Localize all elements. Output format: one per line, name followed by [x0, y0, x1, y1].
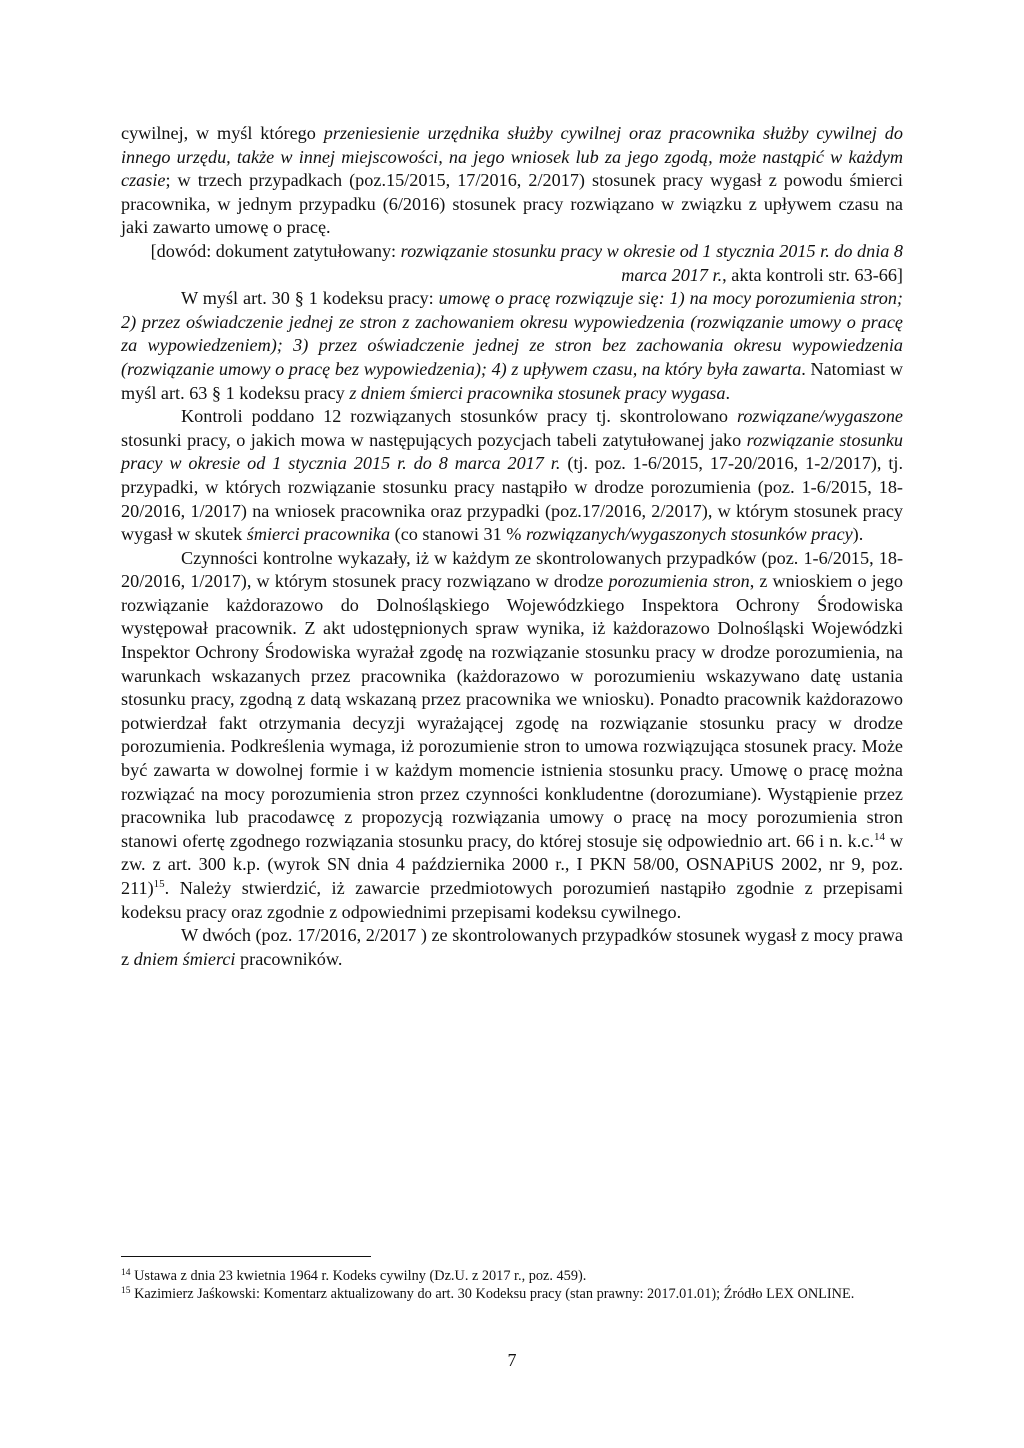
italic-text-run: rozwiązanie stosunku pracy w okresie od 1 stycznia 2015 r. do 8 marca 2017 r.: [121, 429, 908, 474]
italic-text-run: z dniem śmierci pracownika stosunek pracy wygasa: [349, 382, 726, 403]
text-run: Czynności kontrolne wykazały, iż w każdym ze skontrolowanych przypadków (poz. 1-6/2015, 18-20/2016, 1/2017), w którym stosunek pracy rozwiązano w drodze: [121, 547, 903, 592]
italic-text-run: rozwiązanych/wygaszonych stosunków pracy: [525, 524, 853, 545]
paragraph-article-30: [121, 287, 908, 405]
paragraph-control-findings: [121, 547, 908, 925]
footnote-text: Ustawa z dnia 23 kwietnia 1964 r. Kodeks cywilny (Dz.U. z 2017 r., poz. 459).: [130, 1268, 587, 1284]
footnote-separator: [121, 1256, 371, 1257]
paragraph-control-scope: [121, 405, 908, 547]
footnote-14: [121, 1268, 903, 1286]
italic-text-run: porozumienia stron: [608, 571, 750, 592]
text-run: , akta kontroli str. 63-66]: [722, 264, 903, 285]
italic-text-run: przeniesienie urzędnika służby cywilnej oraz pracownika służby cywilnej do innego urzędu, także w innej miejscowości, na jego wniosek lub za jego zgodą, może nastąpić w każdym czasie: [121, 123, 908, 191]
italic-text-run: śmierci pracownika: [246, 524, 391, 545]
page-number: 7: [507, 1350, 517, 1370]
text-run: ; w trzech przypadkach (poz.15/2015, 17/2016, 2/2017) stosunek pracy wygasł z powodu śmierci pracownika, w jednym przypadku (6/2016) stosunek pracy rozwiązano w związku z upływem czasu na jaki zawarto umowę o pracę.: [121, 170, 908, 238]
italic-text-run: rozwiązane/wygaszone: [736, 406, 903, 427]
footnote-number: 14: [121, 1268, 131, 1278]
text-run: , z wnioskiem o jego rozwiązanie każdorazowo do Dolnośląskiego Wojewódzkiego Inspektora Ochrony Środowiska występował pracownik. Z akt udostępnionych spraw wynika, iż każdorazowo Dolnośląski Wojewódzki Inspektor Ochrony Środowiska wyrażał zgodę na rozwiązanie stosunku pracy w drodze porozumienia, na warunkach wskazanych przez pracownika (każdorazowo w porozumieniu wskazywano datę ustania stosunku pracy, zgodną z datą wskazaną przez pracownika we wniosku). Ponadto pracownik każdorazowo potwierdzał fakt otrzymania decyzji wyrażającej zgodę na rozwiązanie stosunku pracy w drodze porozumienia. Podkreślenia wymaga, iż porozumienie stron to umowa rozwiązująca stosunek pracy. Może być zawarta w dowolnej formie i w każdym momencie istnienia stosunku pracy. Umowę o pracę można rozwiązać na mocy porozumienia stron przez czynności konkludentne (dorozumiane). Wystąpienie przez pracownika lub pracodawcę z propozycją rozwiązania umowy o pracę na mocy porozumienia stron stanowi ofertę zgodnego rozwiązania stosunku pracy, do której stosuje się odpowiednio art. 66 i n. k.c.: [121, 571, 908, 851]
footnote-text: Kazimierz Jaśkowski: Komentarz aktualizowany do art. 30 Kodeksu pracy (stan prawny: 2017.01.01); Źródło LEX ONLINE.: [130, 1285, 855, 1302]
paragraph-intro: [121, 122, 908, 240]
text-run: Kontroli poddano 12 rozwiązanych stosunków pracy tj. skontrolowano: [181, 406, 737, 427]
text-run: .: [725, 382, 731, 403]
text-run: . Natomiast w myśl art. 63 § 1 kodeksu pracy: [121, 358, 908, 403]
footnote-number: 15: [121, 1285, 131, 1296]
findings-text-continued: w zw. z art. 300 k.p. (wyrok SN dnia 4 października 2000 r., I PKN 58/00, OSNAPiUS 2002, nr 9, poz. 211): [121, 830, 908, 898]
text-run: stosunki pracy, o jakich mowa w następujących pozycjach tabeli zatytułowanej jako: [121, 406, 908, 450]
text-run: pracowników.: [235, 948, 343, 969]
italic-text-run: umowę o pracę rozwiązuje się: 1) na mocy porozumienia stron; 2) przez oświadczenie jednej ze stron z zachowaniem okresu wypowiedzenia (rozwiązanie umowy o pracę za wypowiedzeniem); 3) przez oświadczenie jednej ze stron bez zachowania okresu wypowiedzenia (rozwiązanie umowy o pracę bez wypowiedzenia); 4) z upływem czasu, na który była zawarta: [121, 288, 908, 379]
text-run: W myśl art. 30 § 1 kodeksu pracy:: [181, 288, 439, 309]
italic-text-run: rozwiązanie stosunku pracy w okresie od 1 stycznia 2015 r. do dnia 8 marca 2017 r.: [400, 240, 908, 285]
footnote-ref-15[interactable]: 15: [153, 878, 165, 890]
text-run: cywilnej, w myśl którego: [121, 123, 324, 143]
text-run: [dowód: dokument zatytułowany:: [150, 240, 401, 261]
footnote-ref-14[interactable]: 14: [873, 830, 885, 843]
document-body: [121, 122, 908, 971]
text-run: (co stanowi 31 %: [390, 524, 526, 545]
findings-text: [121, 548, 908, 851]
italic-text-run: dniem śmierci: [133, 948, 236, 969]
text-run: ).: [852, 524, 864, 545]
text-run: W dwóch (poz. 17/2016, 2/2017 ) ze skontrolowanych przypadków stosunek wygasł z mocy prawa z: [121, 925, 908, 969]
footnote-15: [121, 1286, 903, 1304]
footnotes: [121, 1268, 903, 1303]
evidence-citation: [121, 240, 908, 287]
paragraph-death-cases: [121, 924, 908, 971]
text-run: (tj. poz. 1-6/2015, 17-20/2016, 1-2/2017), tj. przypadki, w których rozwiązanie stosunku pracy nastąpiło w drodze porozumienia (poz. 1-6/2015, 18-20/2016, 1/2017) na wniosek pracownika oraz przypadki (poz.17/2016, 2/2017), w którym stosunek pracy wygasł w skutek: [121, 453, 908, 545]
findings-text-end: . Należy stwierdzić, iż zawarcie przedmiotowych porozumień nastąpiło zgodnie z przepisami kodeksu pracy oraz zgodnie z odpowiednimi przepisami kodeksu cywilnego.: [121, 878, 908, 922]
